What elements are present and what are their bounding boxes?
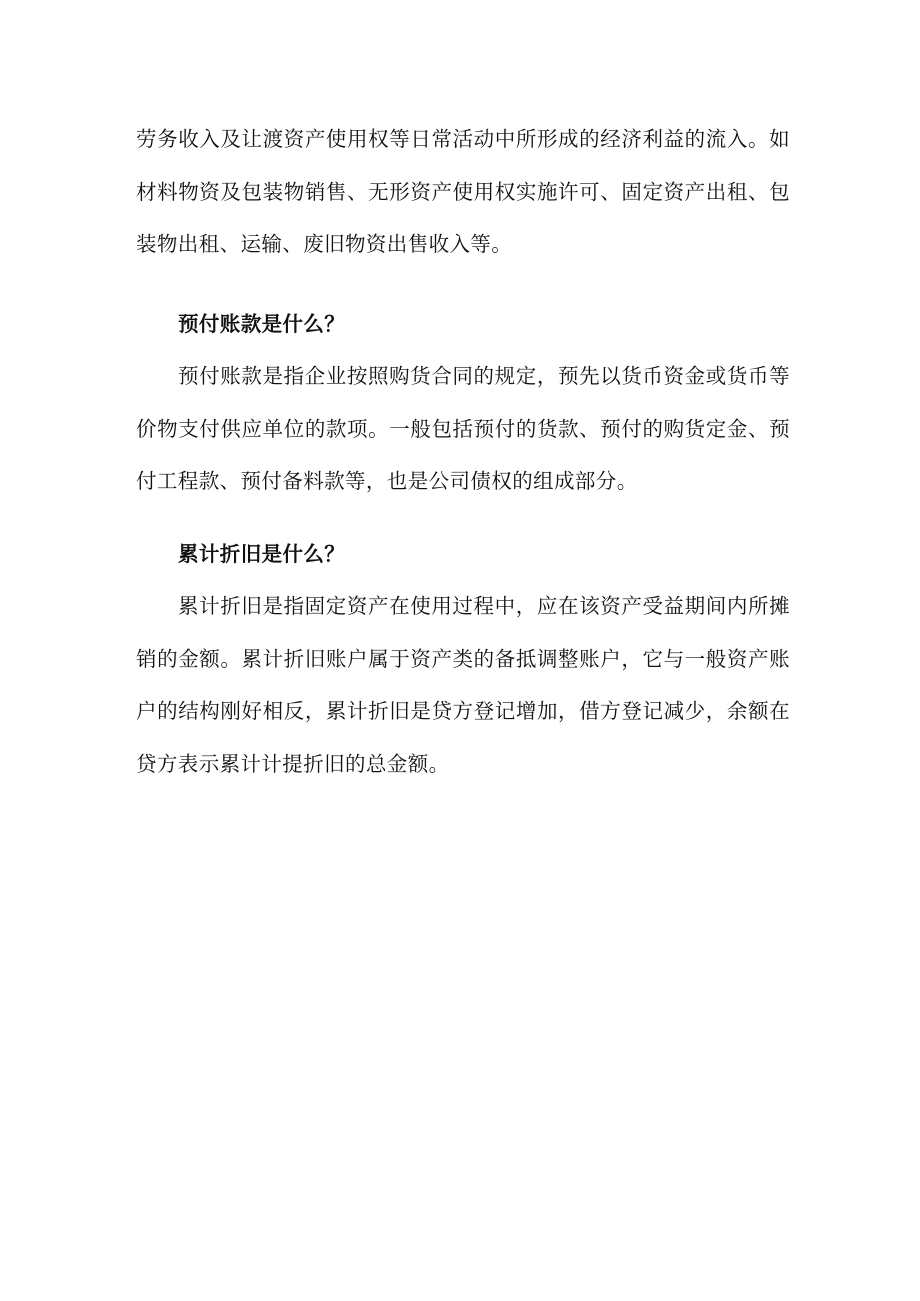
section-heading-prepayments: 预付账款是什么？: [178, 311, 346, 336]
section-heading-accumulated-depreciation: 累计折旧是什么？: [178, 541, 346, 566]
section-body-prepayments: 预付账款是指企业按照购货合同的规定，预先以货币资金或货币等价物支付供应单位的款项。一般包括预付的货款、预付的购货定金、预付工程款、预付备料款等，也是公司债权的组成部分。: [136, 364, 790, 493]
paragraph-spacer: [136, 508, 790, 528]
intro-paragraph: 劳务收入及让渡资产使用权等日常活动中所形成的经济利益的流入。如材料物资及包装物销售、无形资产使用权实施许可、固定资产出租、包装物出租、运输、废旧物资出售收入等。: [136, 127, 790, 256]
section-body-accumulated-depreciation: 累计折旧是指固定资产在使用过程中，应在该资产受益期间内所摊销的金额。累计折旧账户属于资产类的备抵调整账户，它与一般资产账户的结构刚好相反，累计折旧是贷方登记增加，借方登记减少，余额在贷方表示累计计提折旧的总金额。: [136, 594, 790, 776]
paragraph-spacer: [136, 271, 790, 298]
document-body: [136, 113, 790, 790]
